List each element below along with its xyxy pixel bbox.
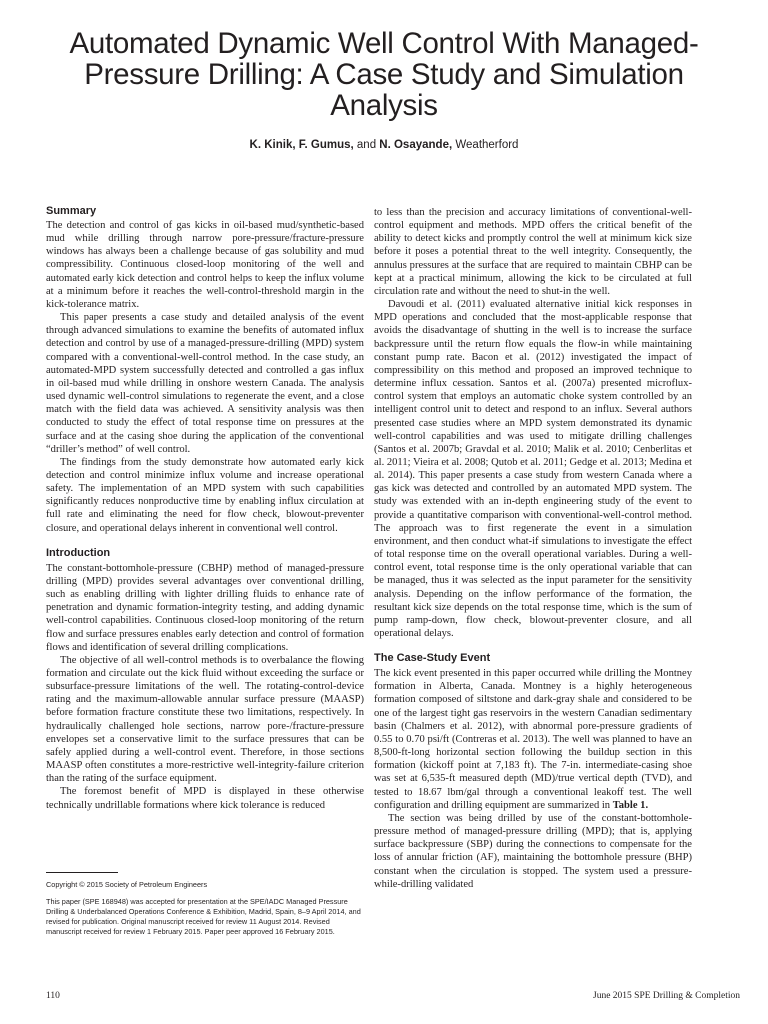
journal-footer: June 2015 SPE Drilling & Completion — [593, 991, 740, 1001]
author-gumus: F. Gumus, — [298, 139, 354, 151]
author-affiliation: Weatherford — [455, 139, 519, 151]
left-column — [46, 204, 364, 812]
introduction-paragraph-1: The constant-bottomhole-pressure (CBHP) method of managed-pressure drilling (MPD) provides several advantages over conventional drilling, such as enabling drilling with lighter drilling fluids to enhance rate of penetration and dynamic formation-integrity testing, and adding dynamic well-control capabilities. Continuous closed-loop monitoring of the return flow and surface pressures enables early detection and control of formation flows and identification of several drilling complications. — [46, 562, 364, 653]
introduction-paragraph-2: The objective of all well-control methods is to overbalance the flowing formation and circulate out the kick fluid without exceeding the surface or subsurface-pressure limitations of the well. The rotating-control-device rating and the maximum-allowable annular surface pressure (MAASP) before formation fracture constitute these two limitations, respectively. In hydraulically challenged hole sections, narrow pore-/fracture-pressure envelopes set a conservative limit to the surface pressures that can be safely applied during a well-control event. Therefore, in those sections MAASP often constitutes a more-restrictive well-integrity-failure criterion than the rating of the surface equipment. — [46, 654, 364, 785]
right-paragraph-2: Davoudi et al. (2011) evaluated alternative initial kick responses in MPD operations and concluded that the most-applicable response that avoids the disadvantage of shutting in the well is to increase the surface backpressure until the return flow equals the flow-in while maintaining constant pump rate. Bacon et al. (2012) investigated the impact of compressibility on this method and proposed an improved technique to determine influx cessation. Santos et al. (2007a) presented microflux-control system that employs an automatic choke system controlled by an intelligent control unit to detect and respond to an influx. Several authors presented case studies where an MPD system demonstrated its dynamic well-control capabilities and was used to mitigate drilling challenges (Santos et al. 2007b; Gravdal et al. 2010; Malik et al. 2010; Cenberlitas et al. 2011; Vieira et al. 2008; Qutob et al. 2011; Gedge et al. 2013; Medina et al. 2014). This paper presents a case study from western Canada where a gas kick was detected and controlled by an automated MPD system. The study was extended with an in-depth engineering study of the event to provide a quantitative comparison with conventional-well-control method. The approach was to first regenerate the event in a simulation environment, and then conduct what-if simulations to investigate the effect of total response time on the overall operational variables. During a well-control event, total response time is the only operational variable that can be managed, thus it was selected as the input parameter for the sensitivity analysis. Depending on the inflow performance of the formation, the resultant kick size depends on the total response time, which is the sum of pump ramp-down, flow check, blowout-preventer closure, and all operational delays. — [374, 299, 692, 639]
manuscript-note: This paper (SPE 168948) was accepted for presentation at the SPE/IADC Managed Pressure Drilling & Underbalanced Operations Conference & Exhibition, Madrid, Spain, 8–9 April 2014, and revised for publication. Original manuscript received for review 11 August 2014. Revised manuscript received for review 1 February 2015. Paper peer approved 16 February 2015. — [46, 897, 361, 936]
case-study-paragraph-2: The section was being drilled by use of the constant-bottomhole-pressure method of managed-pressure drilling (MPD); that is, applying surface backpressure (SBP) during the connections to compensate for the loss of annular friction (AF), maintaining the bottomhole pressure (BHP) constant when the circulation is stopped. The system used a pressure-while-drilling validated — [374, 812, 692, 890]
case-study-text: The kick event presented in this paper occurred while drilling the Montney formation in Alberta, Canada. Montney is a highly heterogeneous formation composed of siltstone and dark-gray shale and considered to be one of the largest tight gas reservoirs in the western Canadian sedimentary basin (Chalmers et al. 2012), with abnormal pore-pressure gradients of 0.55 to 0.70 psi/ft (Contreras et al. 2013). The well was planned to have an 8,500-ft-long horizontal section following the buildup section in this formation (kickoff point at 7,183 ft). The 7-in. intermediate-casing shoe was set at 6,535-ft measured depth (MD)/true vertical depth (TVD), and tested to 18.67 lbm/gal through a conventional leakoff test. The well configuration and drilling equipment are summarized in — [374, 668, 692, 811]
case-study-paragraph-1 — [374, 667, 692, 812]
copyright-notice: Copyright © 2015 Society of Petroleum Engineers — [46, 880, 208, 889]
case-study-heading: The Case-Study Event — [374, 652, 491, 665]
summary-paragraph-1: The detection and control of gas kicks in oil-based mud/synthetic-based mud while drilling through narrow pore-pressure/fracture-pressure windows has always been a challenge because of gas solubility and mud compressibility. Continuous closed-loop monitoring of the well and automated early kick detection and control helps to keep the influx volume at a minimum before it reaches the well-control-threshold margin in the kick-tolerance matrix. — [46, 220, 364, 310]
summary-paragraph-3: The findings from the study demonstrate how automated early kick detection and control minimize influx volume and increase operational safety. The implementation of an MPD system with such capabilities significantly reduces nonproductive time by enabling influx circulation at full rate and eliminating the need for flow check, blowout-preventer closure, and operational delays inherent in conventional well control. — [46, 456, 364, 534]
author-conjunction: and — [356, 139, 377, 151]
author-kinik: K. Kinik, — [249, 139, 296, 151]
table-1-reference: Table 1. — [612, 799, 649, 811]
page-number: 110 — [46, 991, 60, 1001]
summary-paragraph-2: This paper presents a case study and detailed analysis of the event through advanced simulations to examine the benefits of automated influx detection and control by use of a managed-pressure-drilling (MPD) system compared with a conventional-well-control method. In the case study, an automated-MPD system successfully detected and controlled a gas influx in oil-based mud while drilling in onshore western Canada. The analysis used dynamic well-control simulations to regenerate the event, and a close match with the field data was achieved. A sensitivity analysis was then conducted to study the effect of total response time on pressures at the surface and at the casing shoe during the application of the conventional “driller’s method” of well control. — [46, 312, 364, 455]
footnote-rule — [46, 872, 118, 873]
author-osayande: N. Osayande, — [379, 139, 453, 151]
article-title: Automated Dynamic Well Control With Managed-Pressure Drilling: A Case Study and Simulation Analysis — [69, 27, 699, 122]
right-paragraph-1: to less than the precision and accuracy limitations of conventional-well-control equipment and methods. MPD offers the critical benefit of the ability to detect kicks and promptly control the well at minimum kick size before it poses a potential threat to the well integrity. Consequently, the annulus pressures at the surface that are required to maintain CBHP can be kept at a practical minimum, allowing the kick to be circulated at full circulation rate and without the need to shut-in the well. — [374, 207, 692, 297]
author-line — [30, 139, 738, 151]
introduction-paragraph-3: The foremost benefit of MPD is displayed in these otherwise technically undrillable formations where kick tolerance is reduced — [46, 786, 364, 811]
introduction-heading: Introduction — [46, 546, 111, 559]
summary-heading: Summary — [46, 205, 97, 217]
footnotes — [46, 880, 364, 937]
right-column — [374, 206, 692, 891]
